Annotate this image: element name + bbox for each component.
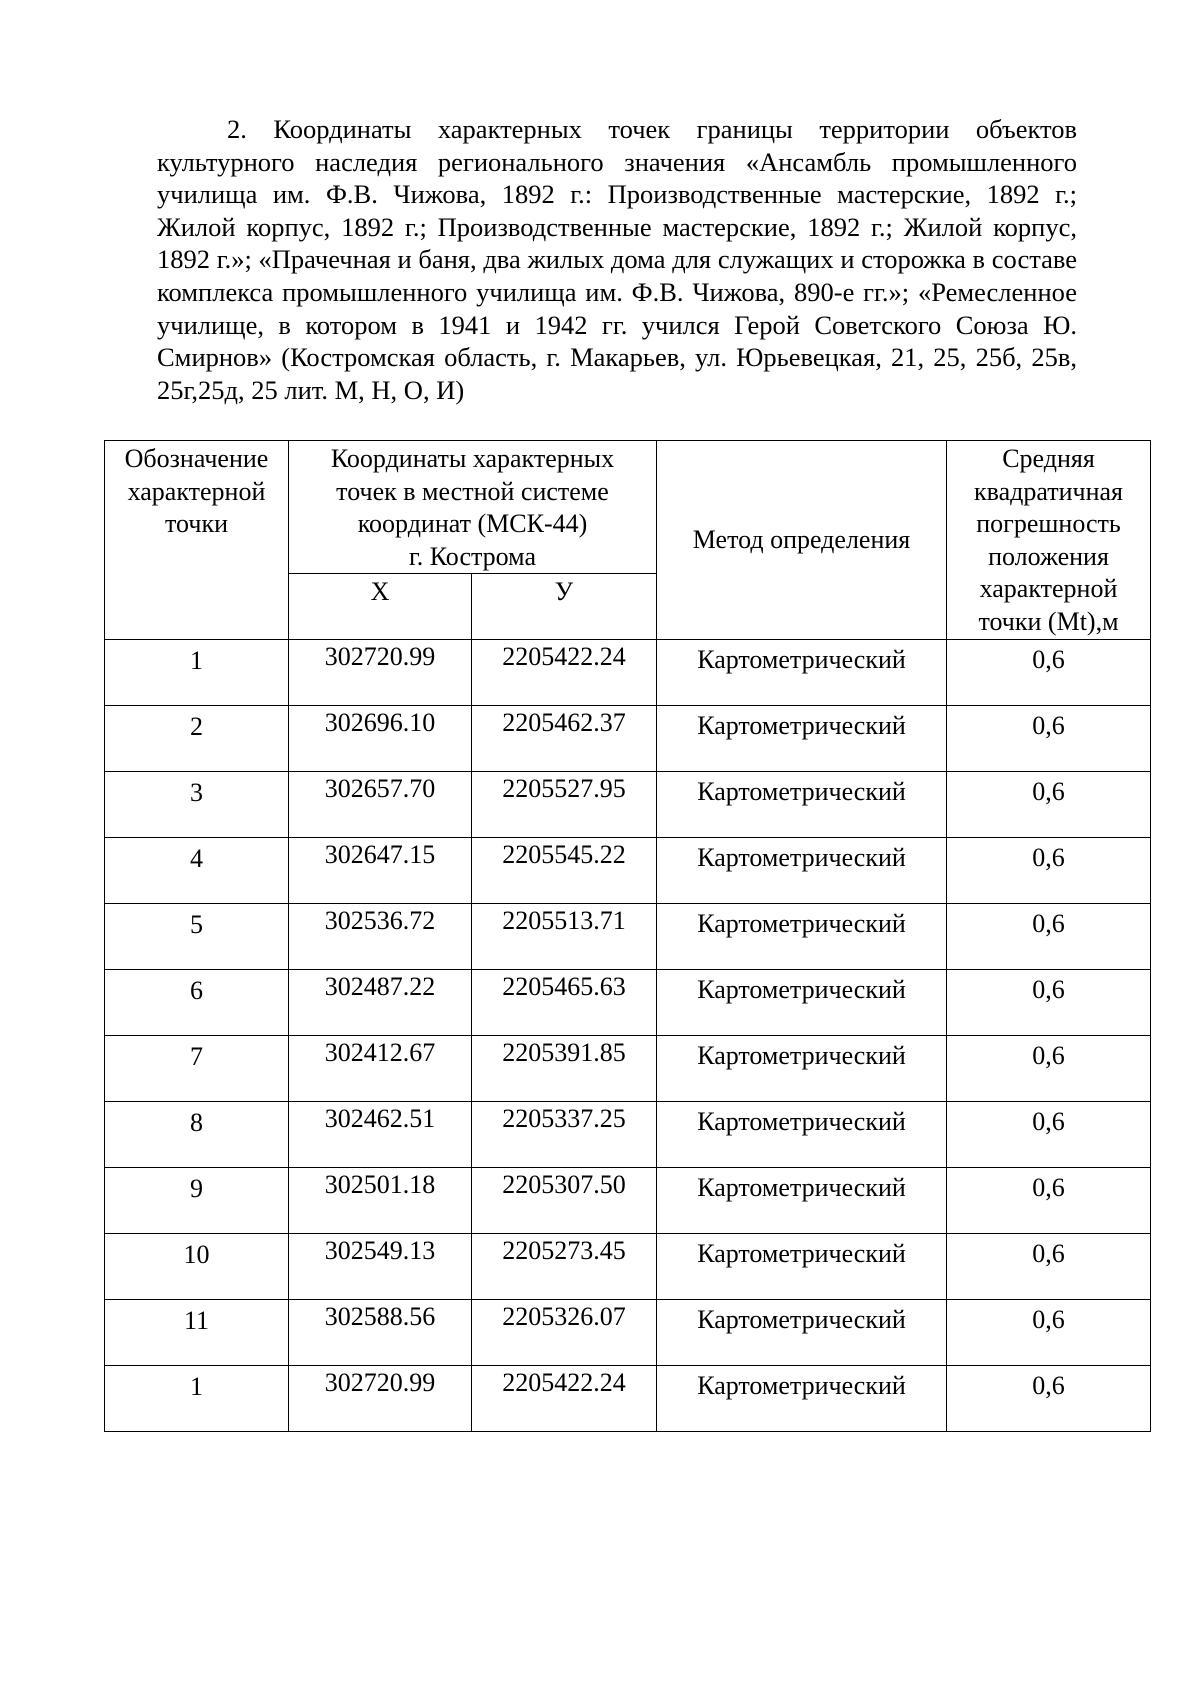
method-cell [657, 970, 947, 1036]
point-cell [105, 1366, 289, 1432]
section-heading: 2. Координаты характерных точек границы территории объектов культурного наследия регионального значения «Ансамбль промышленного училища им. Ф.В. Чижова, 1892 г.: Производственные мастерские, 1892 г.; Жилой корпус, 1892 г.; Производственные мастерские, 1892 г.; Жилой корпус, 1892 г.»; «Прачечная и баня, два жилых дома для служащих и сторожка в составе комплекса промышленного училища им. Ф.В. Чижова, 890-е гг.»; «Ремесленное училище, в котором в 1941 и 1942 гг. учился Герой Советского Союза Ю. Смирнов» (Костромская область, г. Макарьев, ул. Юрьевецкая, 21, 25, 25б, 25в, 25г,25д, 25 лит. М, Н, О, И) [157, 114, 1077, 405]
header-error-line: квадратичная [974, 476, 1123, 506]
table-row [105, 1366, 1151, 1432]
y-value: 2205513.71 [502, 906, 626, 935]
y-cell [472, 1036, 657, 1102]
y-value: 2205337.25 [502, 1104, 626, 1133]
error-value: 0,6 [1032, 1173, 1065, 1202]
error-cell [947, 1102, 1151, 1168]
x-cell [289, 1036, 472, 1102]
header-coordinates [289, 441, 657, 574]
point-cell [105, 1234, 289, 1300]
point-value: 2 [190, 712, 203, 741]
error-value: 0,6 [1032, 843, 1065, 872]
point-cell [105, 772, 289, 838]
y-value: 2205326.07 [502, 1302, 626, 1331]
point-value: 9 [190, 1174, 203, 1203]
point-cell [105, 1036, 289, 1102]
x-value: 302720.99 [324, 1368, 436, 1397]
method-cell [657, 1102, 947, 1168]
method-value: Картометрический [697, 909, 906, 938]
method-cell [657, 838, 947, 904]
method-value: Картометрический [697, 1173, 906, 1202]
y-cell [472, 904, 657, 970]
header-y: У [472, 574, 657, 640]
header-coords-line: г. Кострома [409, 541, 536, 571]
table-row [105, 1102, 1151, 1168]
error-value: 0,6 [1032, 1041, 1065, 1070]
x-cell [289, 1366, 472, 1432]
method-value: Картометрический [697, 843, 906, 872]
y-cell [472, 1366, 657, 1432]
y-cell [472, 772, 657, 838]
x-value: 302549.13 [324, 1236, 436, 1265]
table-row [105, 904, 1151, 970]
x-value: 302657.70 [324, 774, 436, 803]
point-value: 1 [190, 1372, 203, 1401]
point-value: 5 [190, 910, 203, 939]
point-cell [105, 970, 289, 1036]
y-value: 2205273.45 [502, 1236, 626, 1265]
y-value: 2205465.63 [502, 972, 626, 1001]
y-value: 2205545.22 [502, 840, 626, 869]
y-value: 2205462.37 [502, 708, 626, 737]
point-cell [105, 838, 289, 904]
table-row [105, 1234, 1151, 1300]
method-cell [657, 706, 947, 772]
header-coords-line: Координаты характерных [330, 444, 615, 473]
x-value: 302720.99 [324, 642, 436, 671]
point-cell [105, 1168, 289, 1234]
x-value: 302462.51 [324, 1104, 436, 1133]
x-value: 302487.22 [324, 972, 436, 1001]
x-cell [289, 772, 472, 838]
table-row [105, 970, 1151, 1036]
error-cell [947, 772, 1151, 838]
method-cell [657, 640, 947, 706]
method-value: Картометрический [697, 1041, 906, 1070]
y-value: 2205422.24 [502, 1368, 626, 1397]
method-cell [657, 1366, 947, 1432]
y-cell [472, 640, 657, 706]
header-x: Х [289, 574, 472, 640]
y-value: 2205307.50 [502, 1170, 626, 1199]
header-point-line: Обозначение [124, 444, 269, 473]
x-value: 302647.15 [324, 840, 436, 869]
table-row [105, 1036, 1151, 1102]
table-row [105, 706, 1151, 772]
table-row [105, 1300, 1151, 1366]
x-cell [289, 1168, 472, 1234]
y-value: 2205422.24 [502, 642, 626, 671]
point-cell [105, 904, 289, 970]
method-cell [657, 1234, 947, 1300]
error-value: 0,6 [1032, 777, 1065, 806]
point-value: 11 [183, 1306, 210, 1335]
error-cell [947, 706, 1151, 772]
error-cell [947, 838, 1151, 904]
method-cell [657, 1300, 947, 1366]
point-cell [105, 706, 289, 772]
table-row [105, 640, 1151, 706]
error-value: 0,6 [1032, 645, 1065, 674]
point-value: 4 [190, 844, 203, 873]
x-cell [289, 970, 472, 1036]
point-cell [105, 1300, 289, 1366]
x-value: 302412.67 [324, 1038, 436, 1067]
point-cell [105, 640, 289, 706]
header-mean-square-error [947, 441, 1151, 640]
header-error-line: характерной [979, 574, 1118, 603]
method-value: Картометрический [697, 777, 906, 806]
y-cell [472, 1234, 657, 1300]
point-value: 7 [190, 1042, 203, 1071]
error-cell [947, 640, 1151, 706]
header-point-designation [105, 441, 289, 640]
error-cell [947, 1234, 1151, 1300]
error-value: 0,6 [1032, 1305, 1065, 1334]
header-point-line: точки [165, 509, 228, 538]
table-row [105, 772, 1151, 838]
y-cell [472, 1300, 657, 1366]
header-point-line: характерной [127, 476, 266, 506]
method-cell [657, 1036, 947, 1102]
method-cell [657, 772, 947, 838]
x-value: 302696.10 [324, 708, 436, 737]
y-cell [472, 1168, 657, 1234]
table-row [105, 1168, 1151, 1234]
x-cell [289, 838, 472, 904]
y-cell [472, 838, 657, 904]
x-cell [289, 1234, 472, 1300]
error-cell [947, 904, 1151, 970]
error-value: 0,6 [1032, 1239, 1065, 1268]
header-error-line: точки (Mt),м [978, 606, 1119, 636]
error-value: 0,6 [1032, 975, 1065, 1004]
x-value: 302501.18 [324, 1170, 436, 1199]
coordinates-table [104, 440, 1151, 1432]
header-error-line: погрешность [976, 509, 1121, 538]
header-coords-line: координат (МСК-44) [357, 509, 588, 538]
method-cell [657, 904, 947, 970]
y-cell [472, 706, 657, 772]
table-header-row [105, 441, 1151, 574]
error-cell [947, 1036, 1151, 1102]
error-value: 0,6 [1032, 711, 1065, 740]
y-value: 2205391.85 [502, 1038, 626, 1067]
x-value: 302588.56 [324, 1302, 436, 1331]
method-value: Картометрический [697, 1239, 906, 1268]
error-cell [947, 1168, 1151, 1234]
point-value: 6 [190, 976, 203, 1005]
method-value: Картометрический [697, 645, 906, 674]
point-value: 3 [190, 778, 203, 807]
x-value: 302536.72 [324, 906, 436, 935]
method-value: Картометрический [697, 1371, 906, 1400]
method-cell [657, 1168, 947, 1234]
point-cell [105, 1102, 289, 1168]
header-error-line: положения [988, 541, 1109, 571]
y-value: 2205527.95 [502, 774, 626, 803]
y-cell [472, 970, 657, 1036]
x-cell [289, 1300, 472, 1366]
x-cell [289, 706, 472, 772]
error-value: 0,6 [1032, 909, 1065, 938]
method-value: Картометрический [697, 711, 906, 740]
point-value: 1 [190, 646, 203, 675]
error-cell [947, 970, 1151, 1036]
point-value: 10 [183, 1240, 210, 1269]
error-value: 0,6 [1032, 1107, 1065, 1136]
method-value: Картометрический [697, 1107, 906, 1136]
header-error-line: Средняя [1002, 444, 1095, 473]
x-cell [289, 1102, 472, 1168]
error-value: 0,6 [1032, 1371, 1065, 1400]
x-cell [289, 640, 472, 706]
table-row [105, 838, 1151, 904]
error-cell [947, 1300, 1151, 1366]
y-cell [472, 1102, 657, 1168]
header-coords-line: точек в местной системе [336, 476, 609, 506]
point-value: 8 [190, 1108, 203, 1137]
method-value: Картометрический [697, 975, 906, 1004]
x-cell [289, 904, 472, 970]
header-method: Метод определения [657, 441, 947, 640]
method-value: Картометрический [697, 1305, 906, 1334]
error-cell [947, 1366, 1151, 1432]
